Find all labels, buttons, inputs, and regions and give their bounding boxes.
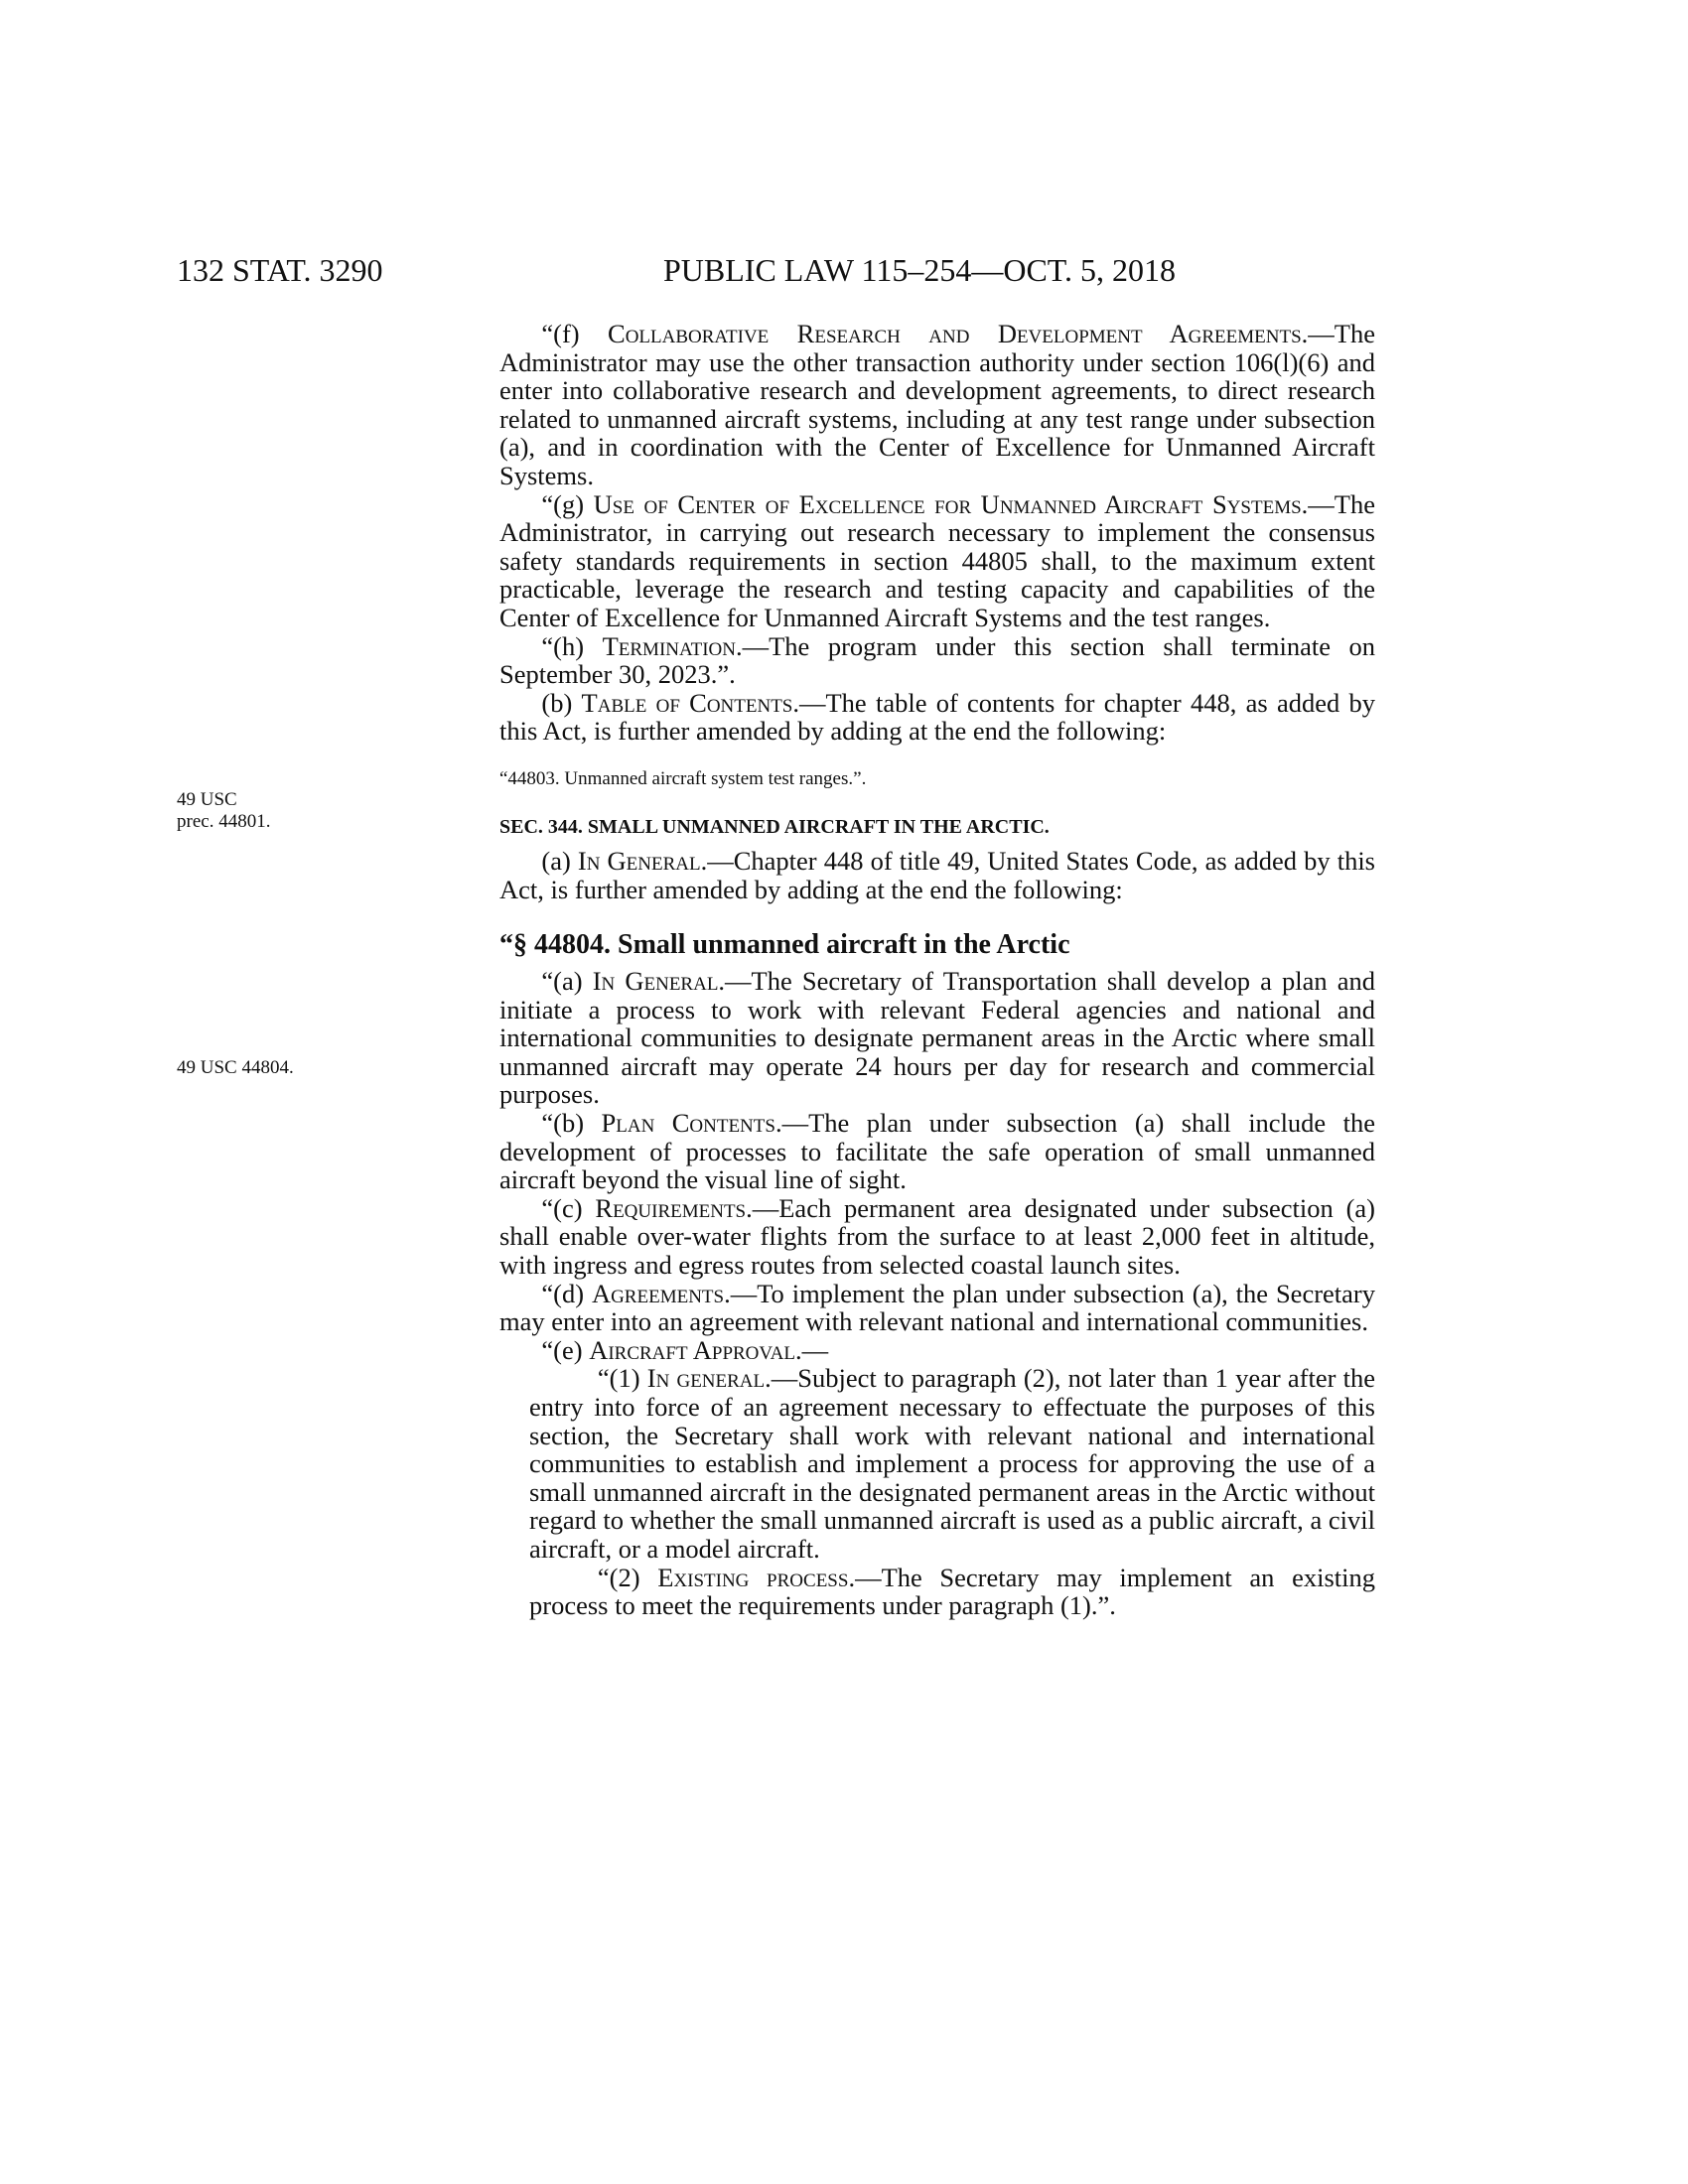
- margin-note-line: 49 USC: [177, 789, 237, 810]
- subsection-heading: Termination: [602, 630, 736, 661]
- subsection-heading: In General: [577, 845, 701, 876]
- stat-page-number: 132 STAT. 3290: [177, 252, 383, 288]
- paragraph-heading: In general: [646, 1363, 766, 1394]
- running-title: PUBLIC LAW 115–254—OCT. 5, 2018: [663, 252, 1176, 288]
- paragraph-heading: Existing process: [657, 1562, 849, 1592]
- paragraph-e2: “(2) Existing process.—The Secretary may implement an existing process to meet the requirements under paragraph (1).”.: [529, 1562, 1375, 1621]
- subsection-b: “(b) Plan Contents.—The plan under subsection (a) shall include the development of processes to facilitate the safe operation of small unmanned aircraft beyond the visual line of sight.: [499, 1108, 1375, 1195]
- subsection-a-general: (a) In General.—Chapter 448 of title 49, United States Code, as added by this Act, is further amended by adding at the end the following:: [499, 845, 1375, 904]
- subsection-heading: Table of Contents: [581, 687, 793, 718]
- subsection-f: “(f) Collaborative Research and Development Agreements.—The Administrator may use the other transaction authority under section 106(l)(6) and enter into collaborative research and development agreements, to direct research related to unmanned aircraft systems, including at any test range under subsection (a), and in coordination with the Center of Excellence for Unmanned Aircraft Systems.: [499, 319, 1375, 490]
- subsection-heading: Requirements: [595, 1192, 747, 1223]
- margin-note-line: prec. 44801.: [177, 811, 271, 832]
- subsection-heading: Plan Contents: [601, 1108, 775, 1139]
- subsection-heading: In General: [592, 966, 719, 997]
- paragraph-e1: “(1) In general.—Subject to paragraph (2), not later than 1 year after the entry into force of an agreement necessary to effectuate the purposes of this section, the Secretary shall work with relevant national and international communities to establish and implement a process for approving the use of a small unmanned aircraft in the designated permanent areas in the Arctic without regard to whether the small unmanned aircraft is used as a public aircraft, a civil aircraft, or a model aircraft.: [529, 1363, 1375, 1564]
- section-heading: SEC. 344. SMALL UNMANNED AIRCRAFT IN THE ARCTIC.: [499, 815, 1050, 838]
- subsection-c: “(c) Requirements.—Each permanent area designated under subsection (a) shall enable over-water flights from the surface to at least 2,000 feet in altitude, with ingress and egress routes from selected coastal launch sites.: [499, 1192, 1375, 1281]
- body-text: [499, 320, 1375, 1620]
- subsection-heading: Use of Center of Excellence for Unmanned Aircraft Systems: [593, 488, 1302, 519]
- subsection-heading: Collaborative Research and Development Agreements: [608, 319, 1302, 348]
- subsection-a: “(a) In General.—The Secretary of Transportation shall develop a plan and initiate a process to work with relevant Federal agencies and national and international communities to designate permanent areas in the Arctic where small unmanned aircraft may operate 24 hours per day for research and commercial purposes.: [499, 966, 1375, 1110]
- subsection-heading: Aircraft Approval: [589, 1334, 796, 1365]
- subsection-d: “(d) Agreements.—To implement the plan under subsection (a), the Secretary may enter into an agreement with relevant national and international communities.: [499, 1278, 1375, 1337]
- subsection-e: “(e) Aircraft Approval.—: [541, 1334, 829, 1365]
- margin-note-44804: 49 USC 44804.: [177, 1057, 294, 1078]
- subsection-g: “(g) Use of Center of Excellence for Unmanned Aircraft Systems.—The Administrator, in carrying out research necessary to implement the consensus safety standards requirements in section 44805 shall, to the maximum extent practicable, leverage the research and testing capacity and capabilities of the Center of Excellence for Unmanned Aircraft Systems and the test ranges.: [499, 488, 1375, 632]
- subsection-heading: Agreements: [591, 1278, 725, 1308]
- subsection-b-toc: (b) Table of Contents.—The table of contents for chapter 448, as added by this Act, is further amended by adding at the end the following:: [499, 687, 1375, 747]
- toc-entry: “44803. Unmanned aircraft system test ranges.”.: [499, 767, 867, 789]
- margin-note-toc: [177, 789, 270, 833]
- code-section-heading: “§ 44804. Small unmanned aircraft in the Arctic: [499, 929, 1070, 961]
- subsection-h: “(h) Termination.—The program under this section shall terminate on September 30, 2023.”.: [499, 630, 1375, 690]
